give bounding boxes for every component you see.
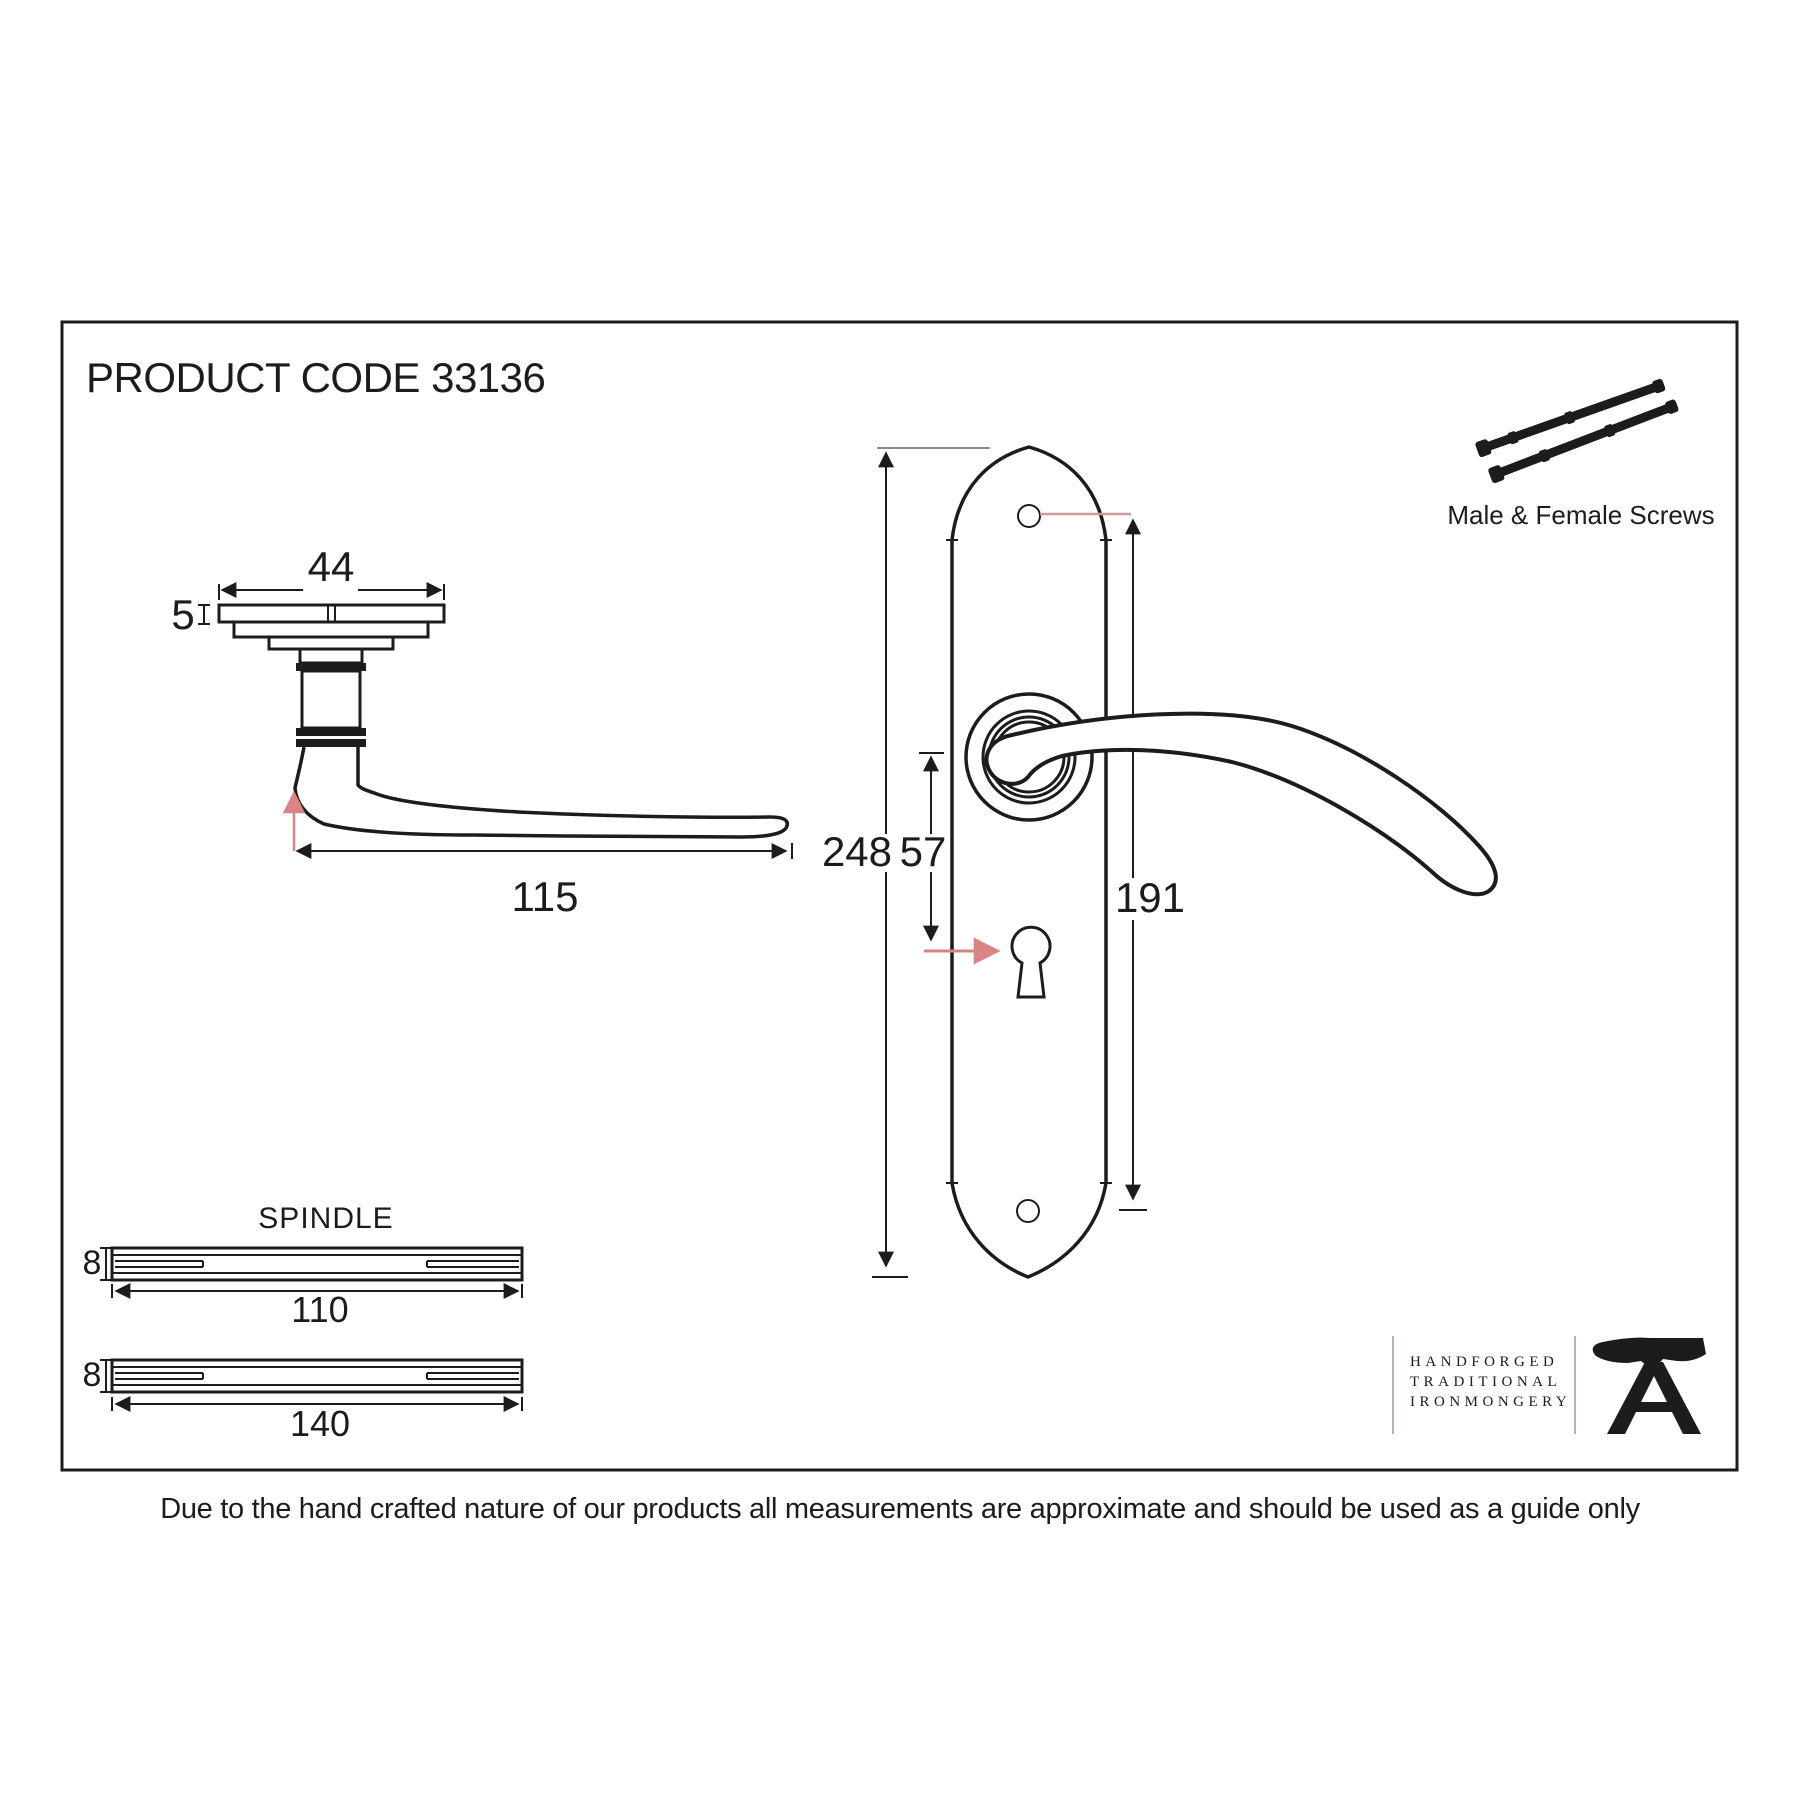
screws-caption: Male & Female Screws	[1447, 500, 1715, 530]
top-screw-hole	[1018, 505, 1040, 527]
front-view-lever	[987, 714, 1496, 895]
dim-rose-thickness: 5	[171, 591, 195, 638]
logo-text-line1: HANDFORGED	[1410, 1354, 1559, 1370]
keyhole	[1012, 927, 1050, 997]
dim-keyhole-centre: 57	[899, 828, 947, 875]
side-view-dimensions	[171, 543, 792, 920]
dim-plate-height: 248	[821, 828, 893, 875]
screws-illustration	[1475, 377, 1680, 484]
brand-block	[1393, 1336, 1706, 1434]
dim-fixing-centres: 191	[1114, 874, 1186, 921]
dim-rose-width: 44	[307, 543, 355, 590]
spindle-title: SPINDLE	[258, 1202, 394, 1235]
dim-spindle2-length: 140	[289, 1403, 351, 1444]
dim-lever-length: 115	[511, 873, 579, 920]
logo-text-line2: TRADITIONAL	[1410, 1374, 1562, 1390]
dim-spindle1-length: 110	[291, 1289, 349, 1330]
dim-spindle1-square: 8	[82, 1244, 102, 1282]
logo-text-line3: IRONMONGERY	[1410, 1394, 1572, 1410]
anvil-logo-icon	[1593, 1338, 1706, 1434]
front-view-backplate	[946, 447, 1112, 1277]
product-code-title: PRODUCT CODE 33136	[86, 354, 546, 401]
side-view-handle	[219, 605, 787, 837]
dim-spindle2-square: 8	[82, 1356, 102, 1394]
bottom-screw-hole	[1017, 1200, 1039, 1222]
side-view-lever	[295, 747, 787, 837]
spindle-110	[83, 1244, 522, 1330]
disclaimer-text: Due to the hand crafted nature of our products all measurements are approximate and should be used as a guide only	[160, 1493, 1640, 1525]
spindle-140	[83, 1356, 522, 1444]
